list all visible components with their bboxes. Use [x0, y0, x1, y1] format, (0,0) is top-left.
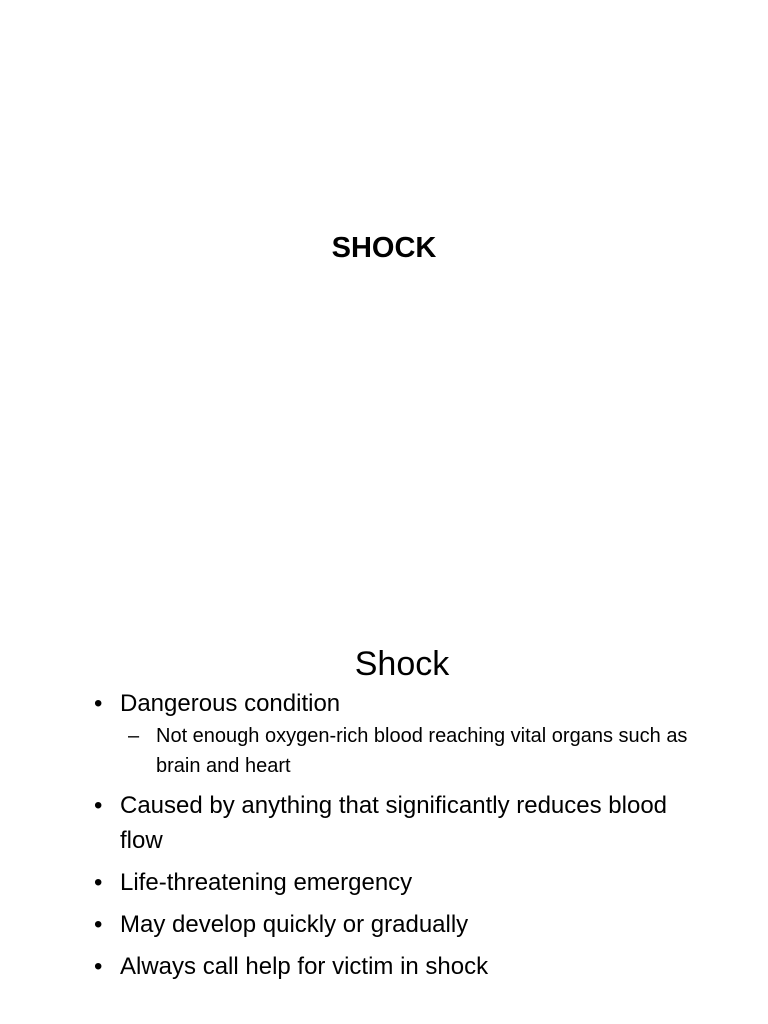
bullet-text: Life-threatening emergency: [120, 869, 413, 896]
bullet-icon: •: [94, 953, 103, 980]
bullet-text: May develop quickly or gradually: [120, 911, 469, 938]
bullet-icon: •: [94, 869, 103, 896]
bullet-icon: •: [94, 792, 103, 819]
bullet-icon: •: [94, 911, 103, 938]
list-item: [94, 907, 714, 942]
bullet-text: Caused by anything that significantly reduces blood flow: [120, 792, 668, 854]
list-item: [94, 788, 714, 858]
bullet-icon: •: [94, 690, 103, 717]
dash-icon: –: [128, 725, 140, 747]
sub-item-text: Not enough oxygen-rich blood reaching vital organs such as brain and heart: [156, 725, 688, 777]
bullet-list: [94, 686, 714, 991]
list-item: [94, 865, 714, 900]
list-item: [94, 949, 714, 984]
slide-heading: Shock: [354, 645, 450, 683]
slide-title: SHOCK: [331, 232, 437, 264]
bullet-text: Always call help for victim in shock: [120, 953, 489, 980]
bullet-text: Dangerous condition: [120, 690, 341, 717]
list-item: [94, 686, 714, 781]
sub-list-item: [128, 721, 714, 781]
